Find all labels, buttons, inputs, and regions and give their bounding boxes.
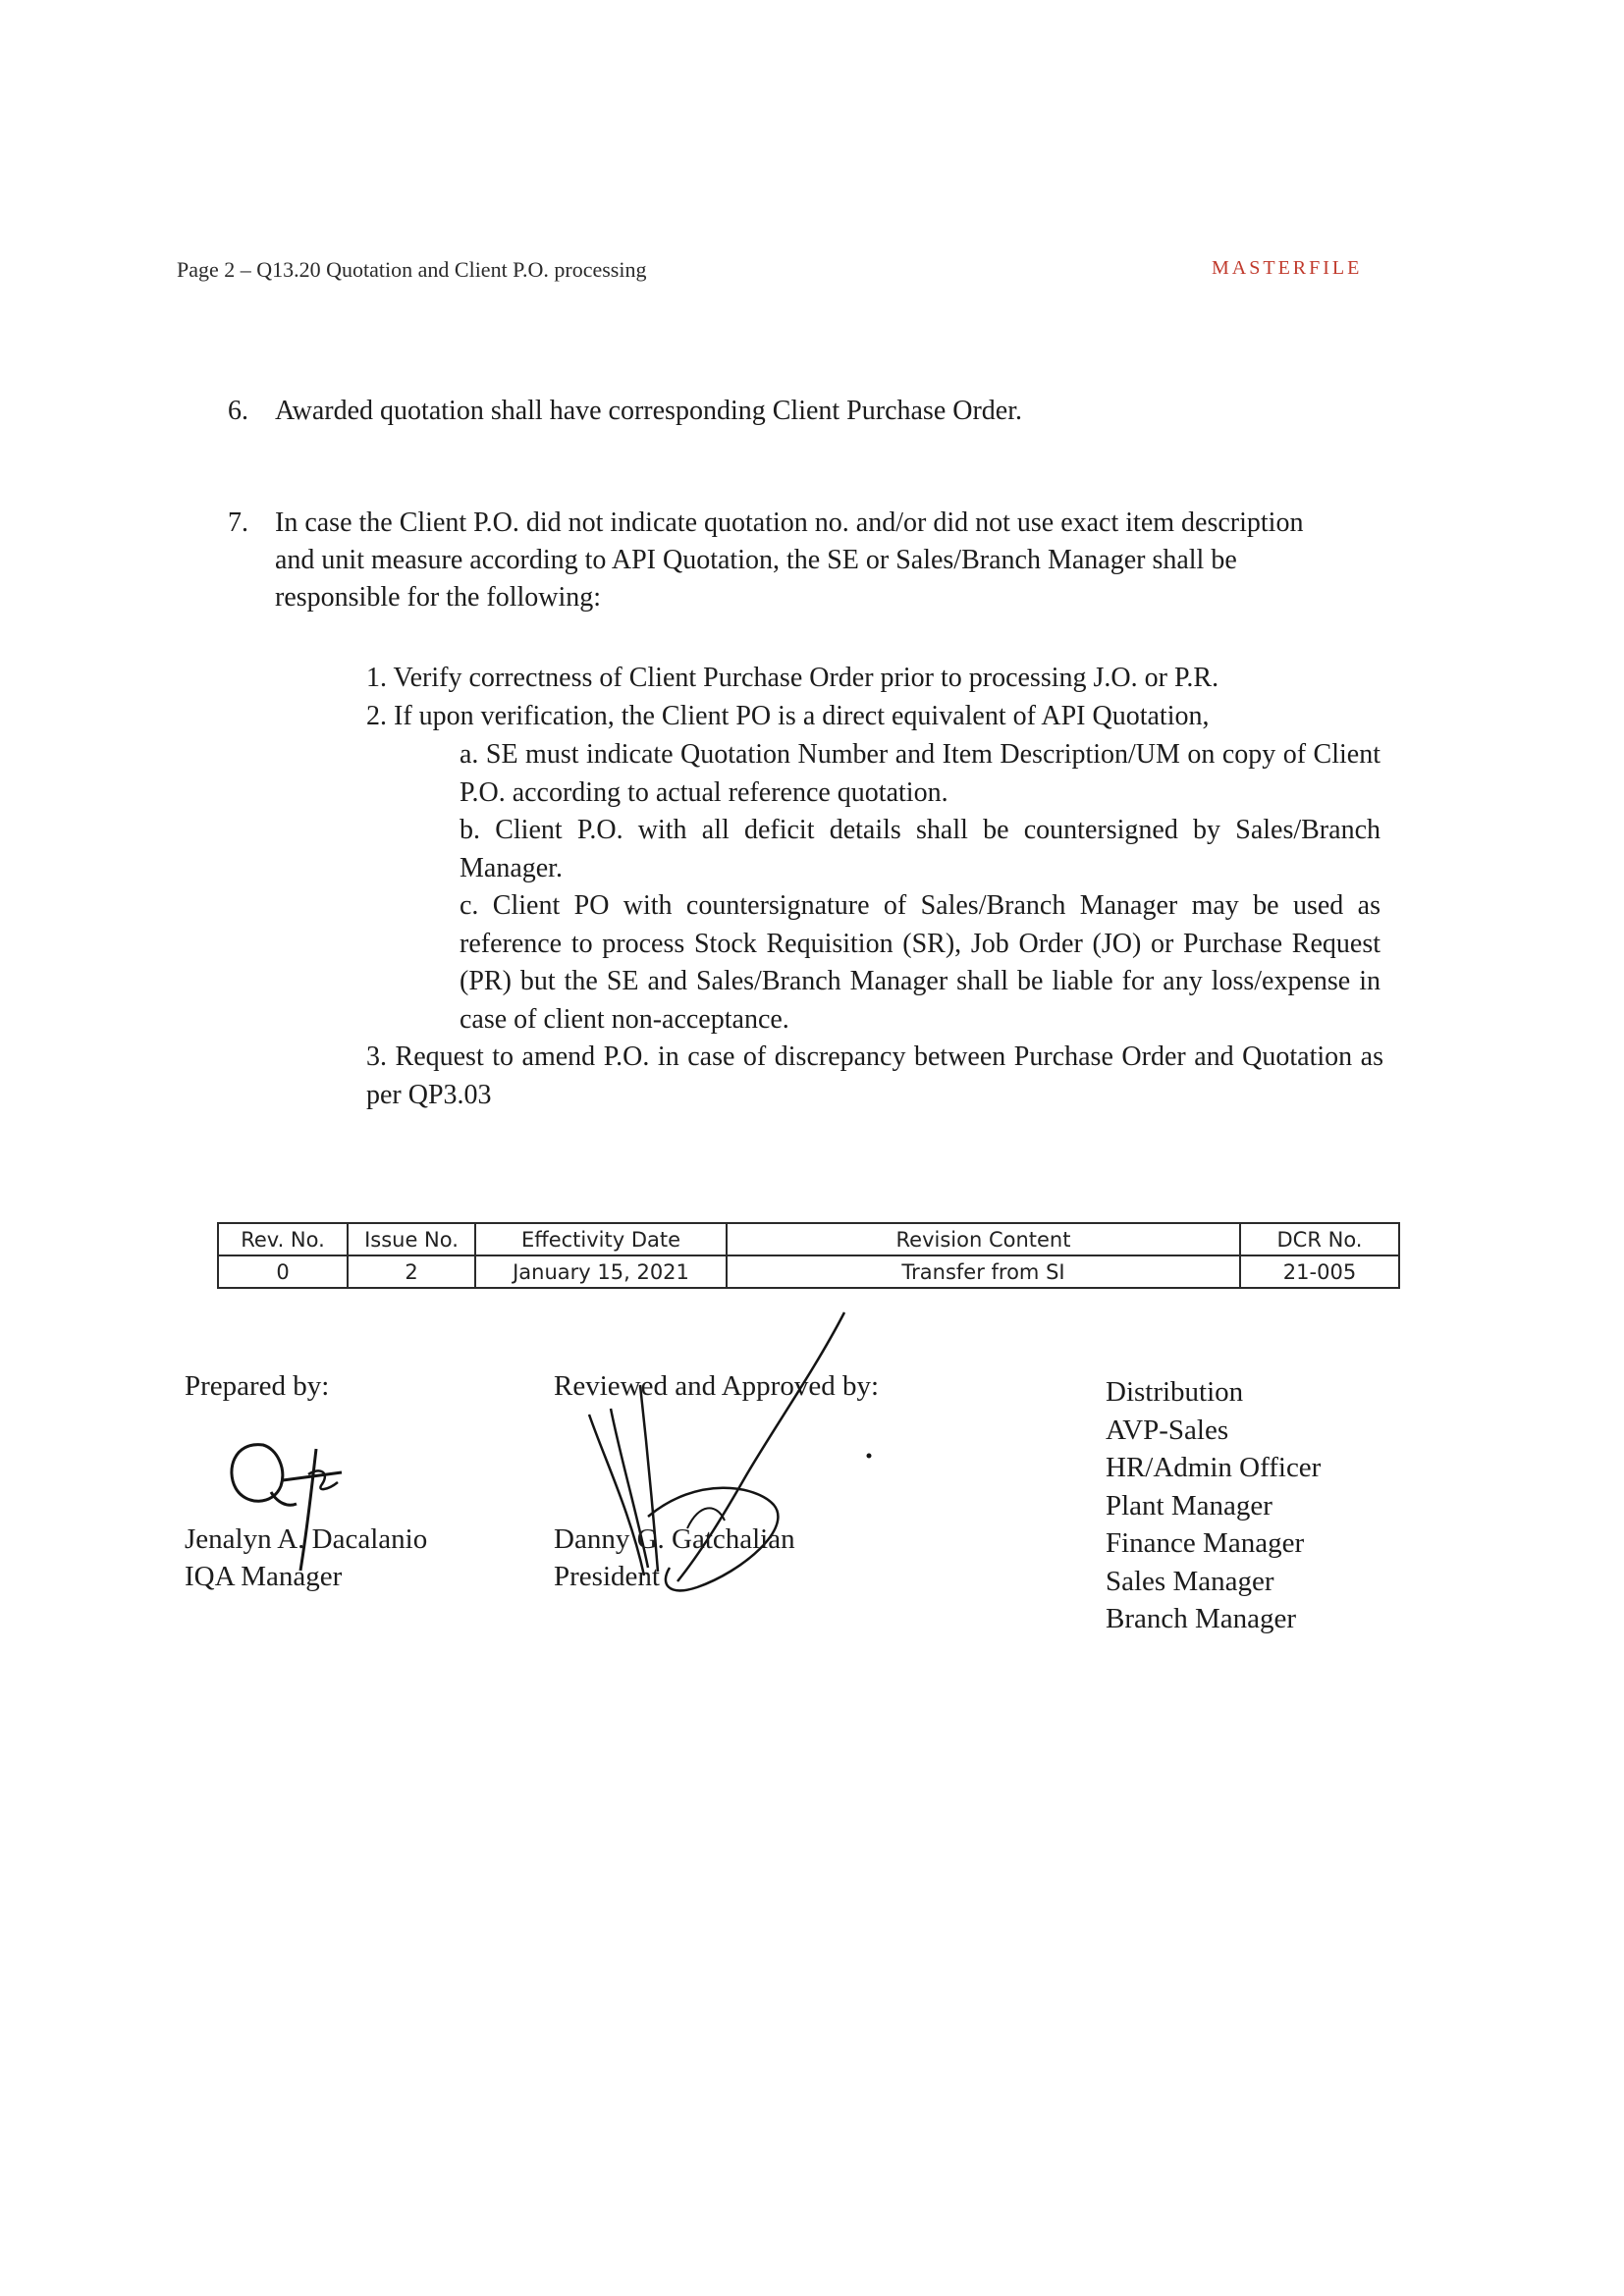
table-row [218, 1255, 1399, 1288]
reviewer-name: Danny G. Gatchalian [554, 1523, 795, 1555]
distribution-item: Plant Manager [1106, 1489, 1272, 1522]
header-effectivity-date: Effectivity Date [475, 1223, 727, 1255]
header-rev-no: Rev. No. [218, 1223, 348, 1255]
distribution-item: Finance Manager [1106, 1527, 1305, 1559]
distribution-item: HR/Admin Officer [1106, 1452, 1322, 1483]
preparer-block [185, 1521, 427, 1595]
subitem-1: 1. Verify correctness of Client Purchase Order prior to processing J.O. or P.R. [366, 663, 1219, 693]
reviewer-block [554, 1521, 795, 1595]
procedure-item-7 [228, 505, 1327, 616]
reviewed-by-label: Reviewed and Approved by: [554, 1370, 880, 1402]
cell-rev-no: 0 [218, 1255, 348, 1288]
cell-issue-no: 2 [348, 1255, 475, 1288]
distribution-list [1106, 1373, 1321, 1638]
subitem-2: 2. If upon verification, the Client PO is a direct equivalent of API Quotation, [366, 701, 1210, 731]
revision-table [217, 1222, 1400, 1289]
distribution-item: AVP-Sales [1106, 1414, 1229, 1446]
preparer-title: IQA Manager [185, 1561, 343, 1592]
preparer-name: Jenalyn A. Dacalanio [185, 1523, 428, 1555]
item-number: 6. [228, 396, 248, 426]
distribution-item: Sales Manager [1106, 1565, 1274, 1597]
distribution-title: Distribution [1106, 1376, 1244, 1408]
item-text: Awarded quotation shall have corresponding Client Purchase Order. [275, 396, 1023, 426]
cell-effectivity-date: January 15, 2021 [475, 1255, 727, 1288]
table-header-row [218, 1223, 1399, 1255]
item-number: 7. [228, 507, 248, 538]
header-issue-no: Issue No. [348, 1223, 475, 1255]
distribution-item: Branch Manager [1106, 1603, 1297, 1634]
subitem-c: c. Client PO with countersignature of Sales/Branch Manager may be used as reference to process Stock Requisition (SR), Job Order (JO) or Purchase Request (PR) but the SE and Sales/Branch Manager shall be liable for any loss/expense in case of client non-acceptance. [460, 890, 1380, 1035]
subitem-b: b. Client P.O. with all deficit details shall be countersigned by Sales/Branch Manager. [460, 815, 1380, 883]
header-dcr-no: DCR No. [1240, 1223, 1399, 1255]
prepared-by-label: Prepared by: [185, 1370, 330, 1402]
header-revision-content: Revision Content [727, 1223, 1240, 1255]
subitem-3: 3. Request to amend P.O. in case of discrepancy between Purchase Order and Quotation as per QP3.03 [366, 1041, 1383, 1110]
subitem-a: a. SE must indicate Quotation Number and Item Description/UM on copy of Client P.O. according to actual reference quotation. [460, 739, 1380, 808]
item-text: In case the Client P.O. did not indicate quotation no. and/or did not use exact item description and unit measure according to API Quotation, the SE or Sales/Branch Manager shall be responsible for the following: [275, 507, 1304, 613]
masterfile-stamp: MASTERFILE [1212, 257, 1363, 279]
cell-dcr-no: 21-005 [1240, 1255, 1399, 1288]
reviewer-title: President [554, 1561, 660, 1592]
document-header: Page 2 – Q13.20 Quotation and Client P.O. processing [177, 257, 647, 282]
cell-revision-content: Transfer from SI [727, 1255, 1240, 1288]
procedure-item-6 [228, 393, 1406, 430]
